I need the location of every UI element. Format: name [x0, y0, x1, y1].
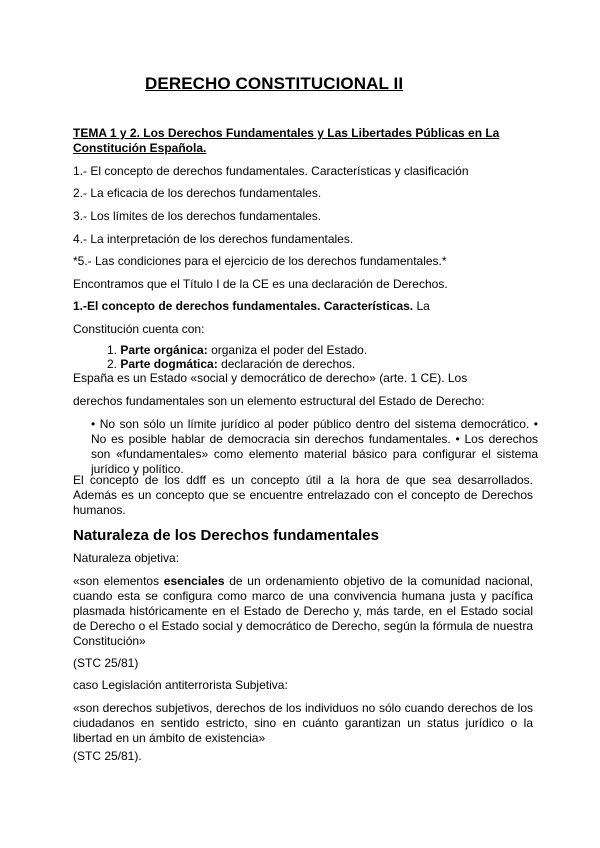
reference-stc-2: (STC 25/81).: [73, 749, 142, 763]
quote-subjetiva: «son derechos subjetivos, derechos de los individuos no sólo cuando derechos de los ciudadanos en sentido estricto, sino en cuánto garantizan un status jurídico o la libertad en un ámbito de existencia»: [73, 701, 533, 745]
tema-heading: TEMA 1 y 2. Los Derechos Fundamentales y Las Libertades Públicas en La Constitución Española.: [73, 126, 500, 155]
part-item-2: [107, 357, 355, 371]
topic-item-4: 4.- La interpretación de los derechos fundamentales.: [73, 232, 354, 246]
part-number: 2.: [107, 357, 118, 371]
section1-heading: 1.-El concepto de derechos fundamentales. Características.: [73, 299, 414, 313]
section1-heading-tail: La: [416, 299, 430, 313]
section2-heading: Naturaleza de los Derechos fundamentales: [73, 527, 379, 544]
part-title: Parte dogmática:: [120, 357, 218, 371]
part-text: declaración de derechos.: [221, 357, 356, 371]
topic-item-2: 2.- La eficacia de los derechos fundamentales.: [73, 186, 322, 200]
quote-objetiva: [73, 574, 533, 649]
caso-subjetiva-label: caso Legislación antiterrorista Subjetiva:: [73, 678, 288, 692]
reference-stc-1: (STC 25/81): [73, 656, 139, 670]
section1-heading-line: [73, 299, 430, 313]
part-item-1: [107, 343, 367, 357]
part-text: organiza el poder del Estado.: [211, 343, 368, 357]
part-title: Parte orgánica:: [120, 343, 208, 357]
quote-text: de un ordenamiento objetivo de la comunidad nacional, cuando esta se configura como marco de una convivencia humana justa y pacífica plasmada históricamente en el Estado de Derecho y, más tarde, en el Estado social de Derecho o el Estado social y democrático de Derecho, según la fórmula de nuestra Constitución»: [73, 574, 533, 648]
part-number: 1.: [107, 343, 118, 357]
quote-text: «son elementos: [73, 574, 164, 588]
intro-text: Encontramos que el Título I de la CE es una declaración de Derechos.: [73, 277, 448, 291]
section1-line2: Constitución cuenta con:: [73, 322, 205, 336]
document-title: DERECHO CONSTITUCIONAL II: [145, 74, 404, 93]
topic-item-3: 3.- Los límites de los derechos fundamentales.: [73, 209, 322, 223]
topic-item-5: *5.- Las condiciones para el ejercicio de los derechos fundamentales.*: [73, 254, 447, 268]
topic-item-1: 1.- El concepto de derechos fundamentales. Características y clasificación: [73, 164, 469, 178]
para-estado: España es un Estado «social y democrático de derecho» (arte. 1 CE). Los: [73, 371, 468, 385]
bullets-paragraph: • No son sólo un límite jurídico al poder público dentro del sistema democrático. • No es posible hablar de democracia sin derechos fundamentales. • Los derechos son «fundamentales» como elemento material básico para configurar el sistema jurídico y político.: [91, 417, 538, 476]
para-ddff: El concepto de los ddff es un concepto útil a la hora de que sea desarrollados. Además es un concepto que se encuentre entrelazado con el concepto de Derechos humanos.: [73, 473, 533, 517]
naturaleza-objetiva-label: Naturaleza objetiva:: [73, 551, 180, 565]
para-estructural: derechos fundamentales son un elemento estructural del Estado de Derecho:: [73, 394, 485, 408]
quote-emphasis: esenciales: [163, 574, 225, 588]
